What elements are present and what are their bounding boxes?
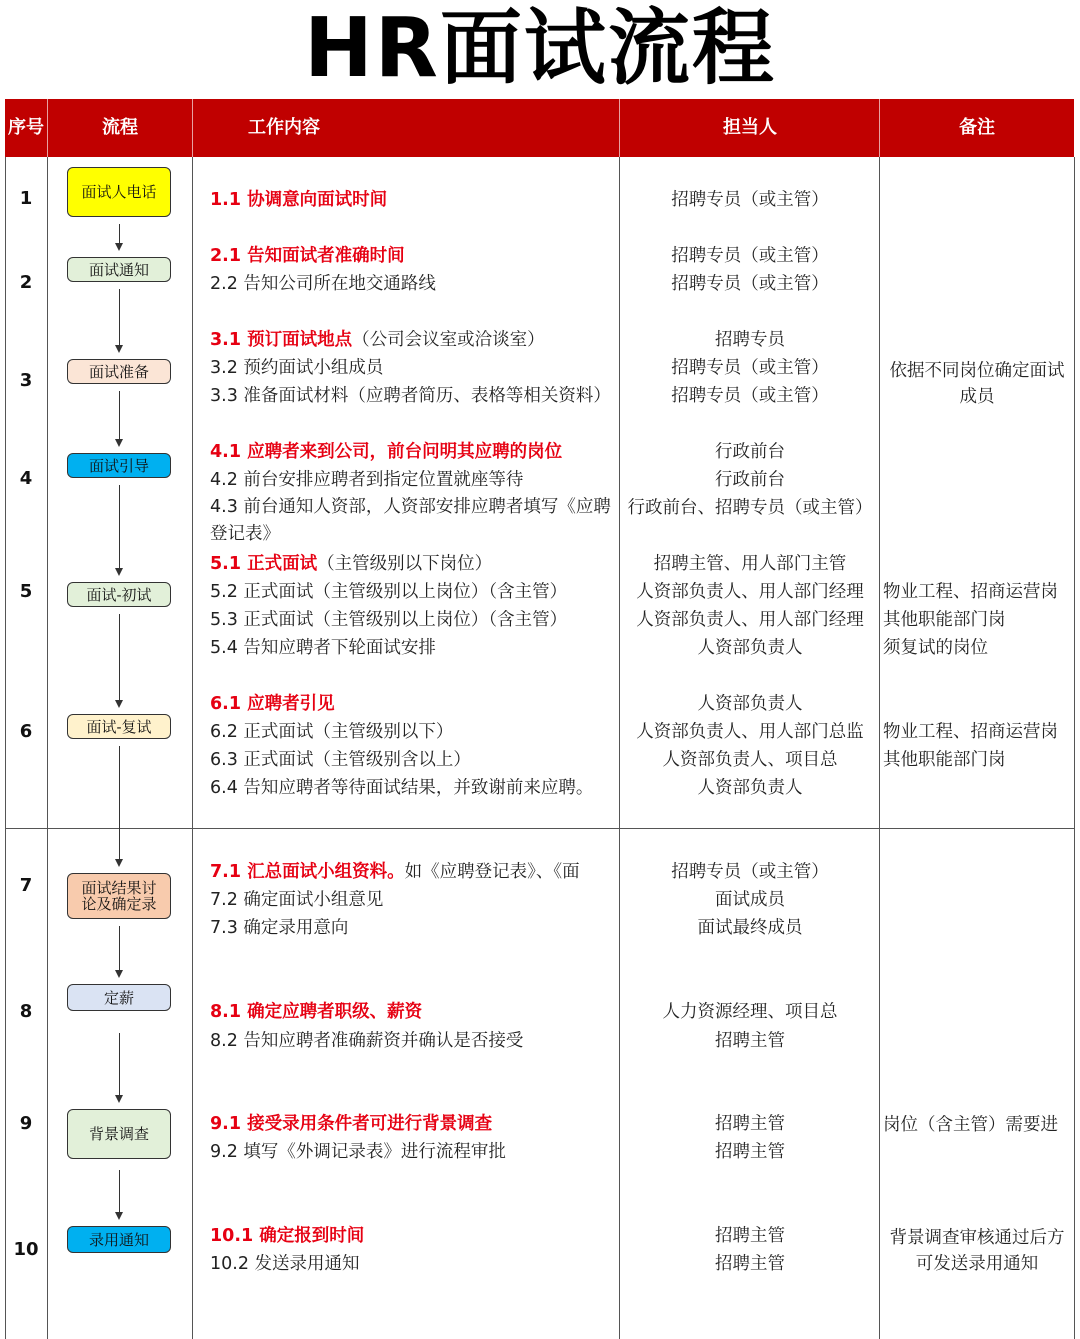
work-item: 9.1 接受录用条件者可进行背景调查	[210, 1114, 493, 1134]
note-cell: 背景调查审核通过后方可发送录用通知	[889, 1228, 1065, 1274]
owner-cell: 招聘专员（或主管）	[671, 190, 829, 210]
header-flow: 流程	[102, 117, 138, 138]
owner-cell: 面试最终成员	[697, 918, 803, 938]
note-cell: 物业工程、招商运营岗	[883, 722, 1058, 742]
owner-cell: 招聘主管	[715, 1226, 785, 1246]
note-cell: 岗位（含主管）需要进	[883, 1115, 1058, 1135]
work-item: 7.1 汇总面试小组资料。如《应聘登记表》、《面	[210, 862, 580, 882]
owner-cell: 人资部负责人、项目总	[662, 750, 838, 770]
work-item: 10.2 发送录用通知	[210, 1254, 360, 1274]
note-cell: 须复试的岗位	[883, 638, 988, 658]
row-number: 9	[19, 1113, 33, 1134]
work-item: 4.3 前台通知人资部，人资部安排应聘者填写《应聘登记表》	[210, 497, 611, 544]
flow-arrow	[119, 485, 120, 574]
work-item: 6.4 告知应聘者等待面试结果，并致谢前来应聘。	[210, 778, 594, 798]
work-item: 9.2 填写《外调记录表》进行流程审批	[210, 1142, 506, 1162]
flow-step-guide: 面试引导	[67, 453, 171, 478]
flow-arrow	[119, 614, 120, 706]
flow-step-prepare: 面试准备	[67, 359, 171, 384]
table-border-left	[5, 157, 6, 1339]
row-number: 8	[19, 1001, 33, 1022]
work-item: 8.1 确定应聘者职级、薪资	[210, 1002, 423, 1022]
work-item: 1.1 协调意向面试时间	[210, 190, 388, 210]
flow-step-second-interview: 面试-复试	[67, 714, 171, 739]
note-cell: 依据不同岗位确定面试成员	[889, 361, 1065, 407]
flow-step-result-discussion: 面试结果讨论及确定录	[67, 873, 171, 919]
flow-arrow	[119, 1033, 120, 1101]
note-cell: 其他职能部门岗	[883, 610, 1006, 630]
owner-cell: 招聘专员（或主管）	[671, 386, 829, 406]
work-item: 6.1 应聘者引见	[210, 694, 335, 714]
work-item: 8.2 告知应聘者准确薪资并确认是否接受	[210, 1031, 524, 1051]
work-item: 4.1 应聘者来到公司，前台问明其应聘的岗位	[210, 442, 563, 462]
owner-cell: 招聘主管、用人部门主管	[653, 554, 847, 574]
work-item: 6.2 正式面试（主管级别以下）	[210, 722, 454, 742]
header-note: 备注	[959, 117, 995, 138]
work-item: 5.2 正式面试（主管级别以上岗位）（含主管）	[210, 582, 568, 602]
work-item: 3.3 准备面试材料（应聘者简历、表格等相关资料）	[210, 386, 611, 406]
note-cell: 其他职能部门岗	[883, 750, 1006, 770]
header-owner: 担当人	[723, 117, 777, 138]
row-number: 2	[19, 272, 33, 293]
owner-cell: 招聘主管	[715, 1142, 785, 1162]
owner-cell: 人力资源经理、项目总	[662, 1002, 838, 1022]
owner-cell: 行政前台、招聘专员（或主管）	[627, 498, 873, 518]
owner-cell: 行政前台	[715, 442, 785, 462]
work-item: 5.3 正式面试（主管级别以上岗位）（含主管）	[210, 610, 568, 630]
owner-cell: 行政前台	[715, 470, 785, 490]
flow-step-offer: 录用通知	[67, 1226, 171, 1253]
work-item: 2.1 告知面试者准确时间	[210, 246, 405, 266]
work-item: 5.4 告知应聘者下轮面试安排	[210, 638, 436, 658]
flow-arrow	[119, 746, 120, 865]
table-divider	[192, 157, 193, 1339]
row-number: 10	[13, 1239, 39, 1260]
owner-cell: 招聘专员（或主管）	[671, 274, 829, 294]
owner-cell: 人资部负责人、用人部门经理	[636, 610, 864, 630]
flow-arrow	[119, 926, 120, 976]
work-item: 4.2 前台安排应聘者到指定位置就座等待	[210, 470, 524, 490]
header-seq: 序号	[8, 117, 44, 138]
row-number: 4	[19, 468, 33, 489]
work-item: 6.3 正式面试（主管级别含以上）	[210, 750, 471, 770]
work-item: 10.1 确定报到时间	[210, 1226, 365, 1246]
flow-arrow	[119, 1170, 120, 1218]
table-header	[5, 99, 1074, 157]
work-item: 2.2 告知公司所在地交通路线	[210, 274, 436, 294]
owner-cell: 招聘专员（或主管）	[671, 358, 829, 378]
work-item: 7.3 确定录用意向	[210, 918, 349, 938]
row-number: 7	[19, 875, 33, 896]
header-work: 工作内容	[248, 117, 320, 138]
owner-cell: 招聘专员（或主管）	[671, 862, 829, 882]
flow-arrow	[119, 391, 120, 445]
owner-cell: 招聘主管	[715, 1031, 785, 1051]
owner-cell: 人资部负责人、用人部门经理	[636, 582, 864, 602]
owner-cell: 人资部负责人	[697, 638, 803, 658]
flow-arrow	[119, 224, 120, 249]
flow-step-salary: 定薪	[67, 984, 171, 1011]
owner-cell: 面试成员	[715, 890, 785, 910]
owner-cell: 招聘主管	[715, 1254, 785, 1274]
table-divider	[47, 157, 48, 1339]
owner-cell: 招聘专员（或主管）	[671, 246, 829, 266]
owner-cell: 人资部负责人	[697, 694, 803, 714]
work-item: 7.2 确定面试小组意见	[210, 890, 384, 910]
table-border-right	[1074, 157, 1075, 1339]
owner-cell: 人资部负责人	[697, 778, 803, 798]
work-item: 5.1 正式面试（主管级别以下岗位）	[210, 554, 493, 574]
page-title: HR面试流程	[304, 1, 776, 96]
flow-arrow	[119, 289, 120, 351]
flow-step-background-check: 背景调查	[67, 1109, 171, 1159]
flow-step-notify: 面试通知	[67, 257, 171, 282]
owner-cell: 招聘主管	[715, 1114, 785, 1134]
section-divider	[5, 828, 1075, 829]
row-number: 6	[19, 721, 33, 742]
note-cell: 物业工程、招商运营岗	[883, 582, 1058, 602]
row-number: 5	[19, 581, 33, 602]
flow-step-phone: 面试人电话	[67, 167, 171, 217]
row-number: 1	[19, 188, 33, 209]
work-item: 3.2 预约面试小组成员	[210, 358, 384, 378]
work-item: 3.1 预订面试地点（公司会议室或洽谈室）	[210, 330, 545, 350]
owner-cell: 人资部负责人、用人部门总监	[636, 722, 864, 742]
row-number: 3	[19, 370, 33, 391]
owner-cell: 招聘专员	[715, 330, 785, 350]
flow-step-first-interview: 面试-初试	[67, 582, 171, 607]
